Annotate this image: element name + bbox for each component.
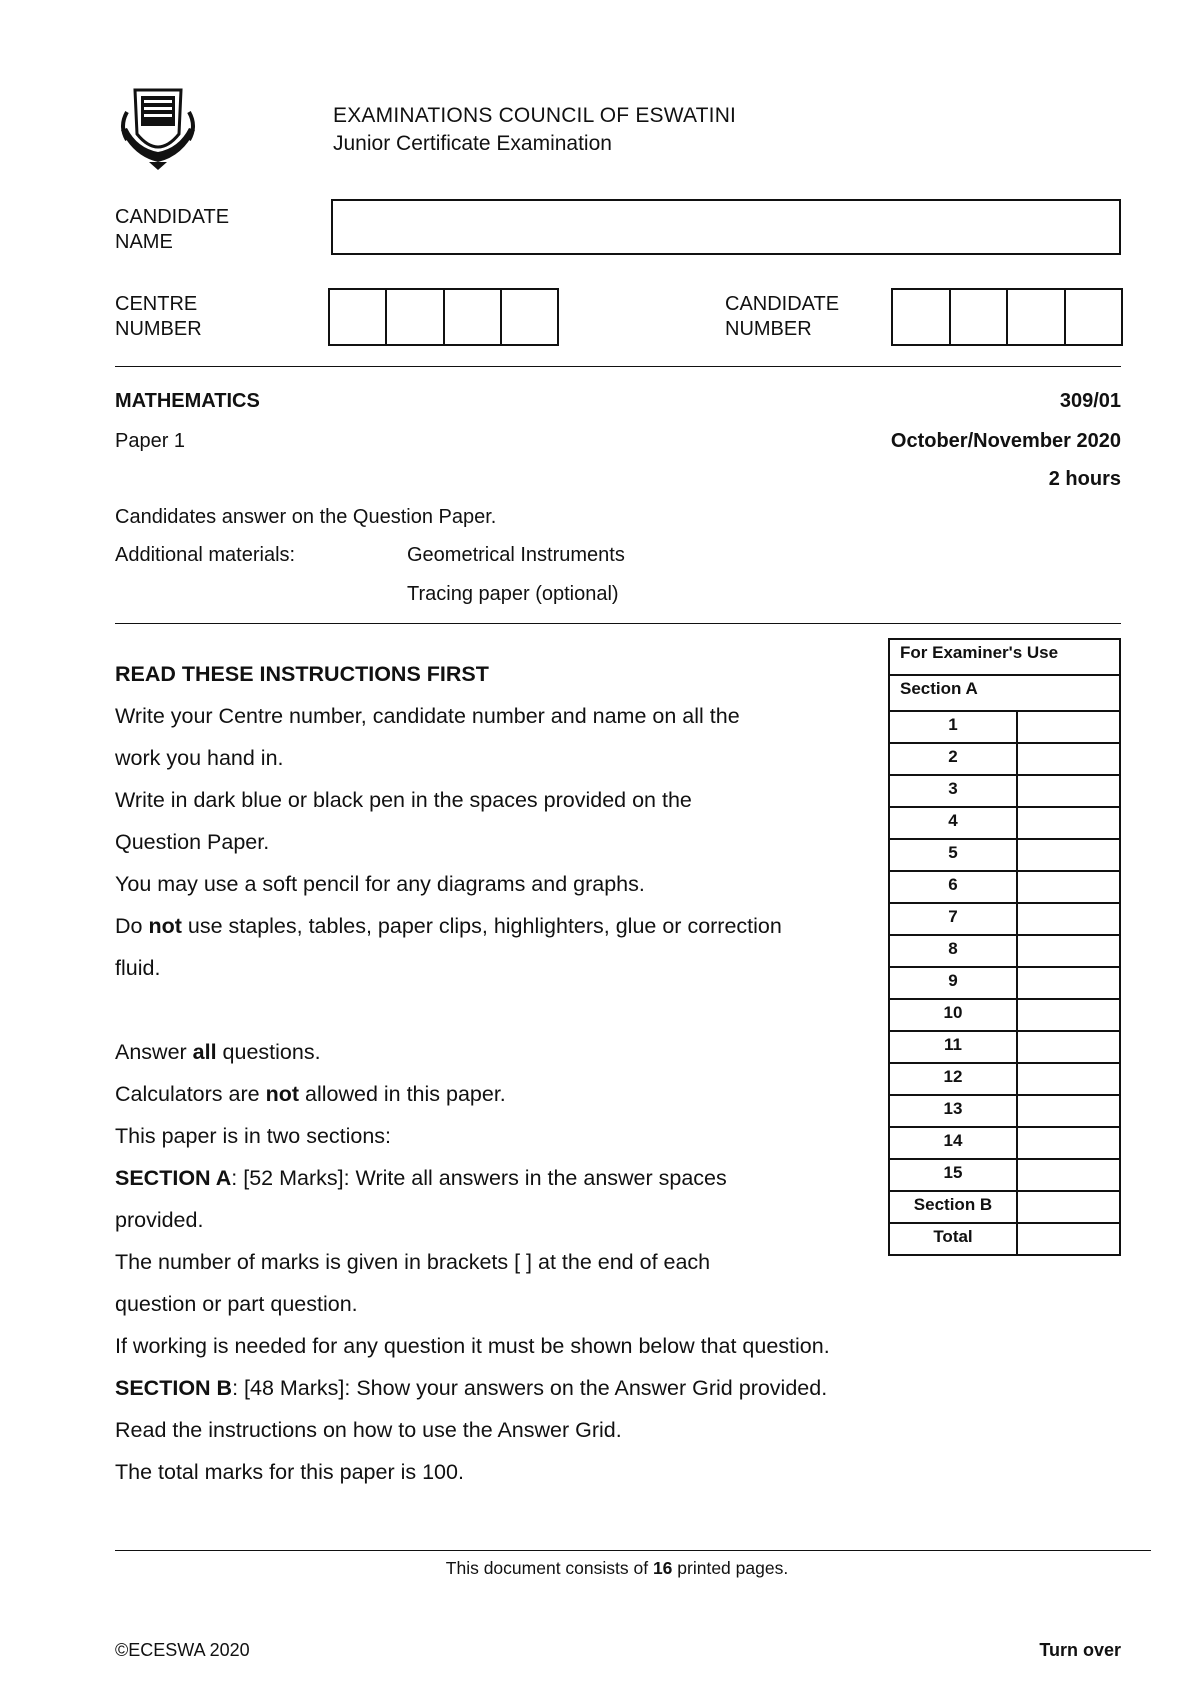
instruction-line: fluid. — [115, 956, 161, 980]
digit-box[interactable] — [893, 290, 951, 344]
examiner-row — [889, 1127, 1120, 1159]
mark-cell[interactable] — [1017, 935, 1120, 967]
instruction-line: The total marks for this paper is 100. — [115, 1460, 464, 1484]
mark-cell[interactable] — [1017, 999, 1120, 1031]
digit-box[interactable] — [1008, 290, 1066, 344]
question-number: 2 — [889, 743, 1017, 775]
question-number: 9 — [889, 967, 1017, 999]
question-number: 15 — [889, 1159, 1017, 1191]
instruction-line: Question Paper. — [115, 830, 270, 854]
examiner-row — [889, 935, 1120, 967]
mark-cell[interactable] — [1017, 1159, 1120, 1191]
instruction-line: Answer all questions. — [115, 1040, 321, 1064]
instruction-line: Do not use staples, tables, paper clips, highlighters, glue or correction — [115, 914, 782, 938]
mark-cell[interactable] — [1017, 743, 1120, 775]
examiner-row — [889, 1223, 1120, 1255]
materials-item: Geometrical Instruments — [407, 544, 625, 566]
mark-cell[interactable] — [1017, 871, 1120, 903]
mark-cell[interactable] — [1017, 1095, 1120, 1127]
examiner-row — [889, 743, 1120, 775]
turn-over: Turn over — [1039, 1640, 1121, 1660]
examiner-row — [889, 1191, 1120, 1223]
mark-cell[interactable] — [1017, 1223, 1120, 1255]
examiner-row — [889, 807, 1120, 839]
digit-box[interactable] — [330, 290, 387, 344]
council-name: EXAMINATIONS COUNCIL OF ESWATINI — [333, 104, 737, 127]
mark-cell[interactable] — [1017, 775, 1120, 807]
mark-cell[interactable] — [1017, 1127, 1120, 1159]
instruction-line: SECTION A: [52 Marks]: Write all answers in the answer spaces — [115, 1166, 727, 1190]
mark-cell[interactable] — [1017, 1031, 1120, 1063]
mark-cell[interactable] — [1017, 1191, 1120, 1223]
crest-icon — [113, 82, 203, 172]
instruction-line: Read the instructions on how to use the Answer Grid. — [115, 1418, 622, 1442]
instructions-heading: READ THESE INSTRUCTIONS FIRST — [115, 662, 489, 686]
examiner-row — [889, 999, 1120, 1031]
examiner-row — [889, 967, 1120, 999]
materials-label: Additional materials: — [115, 544, 296, 566]
digit-box[interactable] — [951, 290, 1009, 344]
instruction-line: provided. — [115, 1208, 204, 1232]
instruction-line: Write in dark blue or black pen in the spaces provided on the — [115, 788, 692, 812]
instruction-line: Calculators are not allowed in this paper. — [115, 1082, 506, 1106]
question-number: 6 — [889, 871, 1017, 903]
page-count-note: This document consists of 16 printed pages. — [445, 1558, 789, 1578]
examiner-row — [889, 1095, 1120, 1127]
instruction-line: Write your Centre number, candidate number and name on all the — [115, 704, 740, 728]
question-number: 14 — [889, 1127, 1017, 1159]
examiner-table-title: For Examiner's Use — [889, 639, 1120, 675]
digit-box[interactable] — [502, 290, 557, 344]
examiner-row — [889, 839, 1120, 871]
question-number: 7 — [889, 903, 1017, 935]
instructions — [115, 653, 875, 1493]
duration: 2 hours — [1048, 468, 1121, 490]
candidate-number-label: CANDIDATE NUMBER — [725, 293, 840, 340]
question-number: 13 — [889, 1095, 1017, 1127]
question-number: 1 — [889, 711, 1017, 743]
instruction-line: work you hand in. — [115, 746, 284, 770]
question-number: Total — [889, 1223, 1017, 1255]
question-number: 3 — [889, 775, 1017, 807]
copyright: ©ECESWA 2020 — [115, 1640, 250, 1660]
candidate-name-label: CANDIDATE NAME — [115, 206, 230, 253]
question-number: 11 — [889, 1031, 1017, 1063]
section-a-header: Section A — [889, 675, 1120, 711]
question-number: 5 — [889, 839, 1017, 871]
mark-cell[interactable] — [1017, 807, 1120, 839]
candidate-number-field[interactable] — [891, 288, 1123, 346]
examiner-row — [889, 1063, 1120, 1095]
session: October/November 2020 — [890, 430, 1121, 452]
instruction-line: question or part question. — [115, 1292, 358, 1316]
mark-cell[interactable] — [1017, 967, 1120, 999]
examiner-row — [889, 1031, 1120, 1063]
answer-on-text: Candidates answer on the Question Paper. — [115, 506, 497, 528]
examiner-row — [889, 871, 1120, 903]
mark-cell[interactable] — [1017, 839, 1120, 871]
divider — [115, 1550, 1151, 1551]
digit-box[interactable] — [445, 290, 502, 344]
centre-number-field[interactable] — [328, 288, 559, 346]
examiner-row — [889, 903, 1120, 935]
mark-cell[interactable] — [1017, 903, 1120, 935]
question-number: Section B — [889, 1191, 1017, 1223]
mark-cell[interactable] — [1017, 1063, 1120, 1095]
examiner-row — [889, 711, 1120, 743]
divider — [115, 366, 1121, 367]
digit-box[interactable] — [1066, 290, 1122, 344]
instruction-line: You may use a soft pencil for any diagrams and graphs. — [115, 872, 645, 896]
paper-number: Paper 1 — [115, 430, 186, 452]
examiner-row — [889, 1159, 1120, 1191]
centre-number-label: CENTRE NUMBER — [115, 293, 202, 340]
question-number: 10 — [889, 999, 1017, 1031]
examiner-use-table — [888, 638, 1121, 1256]
question-number: 4 — [889, 807, 1017, 839]
examiner-row — [889, 775, 1120, 807]
digit-box[interactable] — [387, 290, 444, 344]
exam-name: Junior Certificate Examination — [333, 132, 612, 155]
divider — [115, 623, 1121, 624]
subject: MATHEMATICS — [115, 390, 260, 412]
instruction-line: This paper is in two sections: — [115, 1124, 392, 1148]
instruction-line: If working is needed for any question it must be shown below that question. — [115, 1334, 830, 1358]
paper-code: 309/01 — [1059, 390, 1121, 412]
question-number: 8 — [889, 935, 1017, 967]
materials-item: Tracing paper (optional) — [407, 583, 619, 605]
candidate-name-field[interactable] — [331, 199, 1121, 255]
question-number: 12 — [889, 1063, 1017, 1095]
mark-cell[interactable] — [1017, 711, 1120, 743]
instruction-line: SECTION B: [48 Marks]: Show your answers on the Answer Grid provided. — [115, 1376, 828, 1400]
instruction-line: The number of marks is given in brackets [ ] at the end of each — [115, 1250, 711, 1274]
